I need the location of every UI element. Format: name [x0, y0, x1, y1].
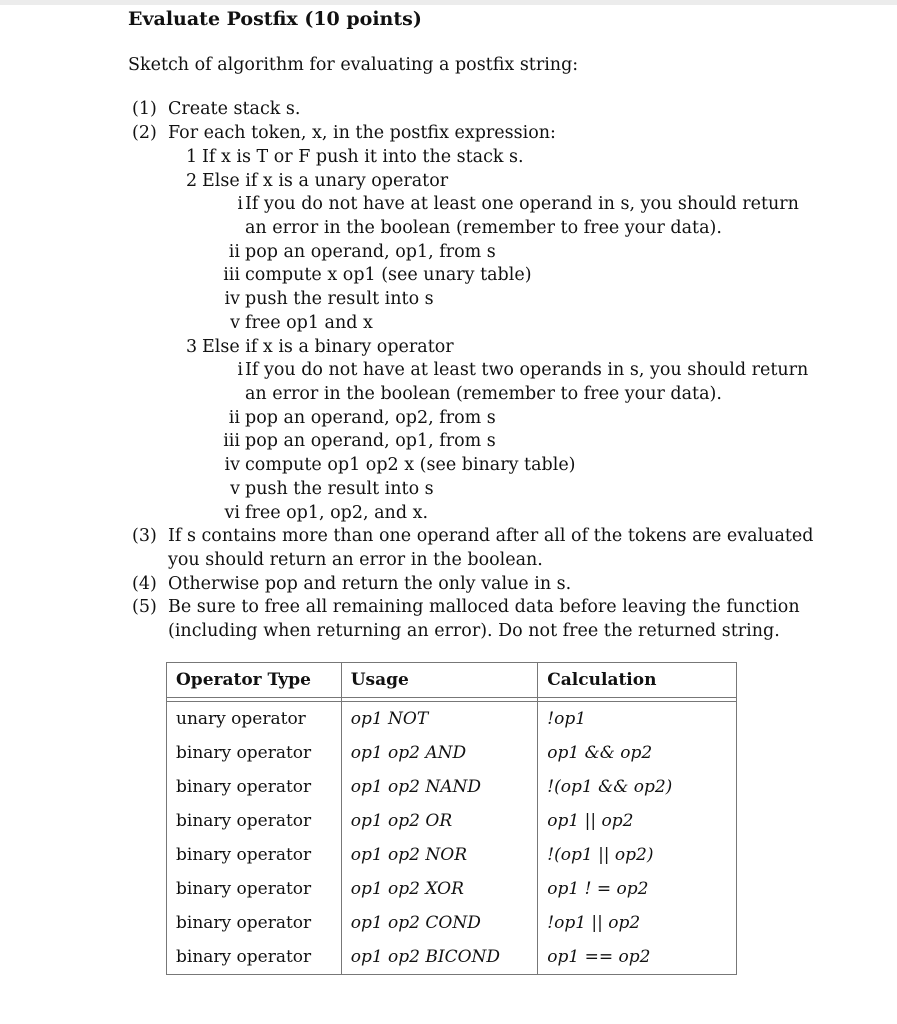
- cell-calculation: !op1 || op2: [538, 906, 737, 940]
- intro-text: Sketch of algorithm for evaluating a postfix string:: [128, 55, 579, 75]
- item-number: vi: [224, 503, 240, 523]
- item-number: v: [230, 313, 240, 333]
- item-text: If you do not have at least two operands in s, you should return: [245, 360, 809, 380]
- item-text: compute x op1 (see unary table): [245, 265, 532, 285]
- table-row: [167, 770, 737, 804]
- item-text: free op1 and x: [245, 313, 373, 333]
- cell-calculation: op1 && op2: [538, 736, 737, 770]
- item-number: v: [230, 479, 240, 499]
- header-operator-type: Operator Type: [167, 663, 342, 698]
- table-row: [167, 838, 737, 872]
- item-text: pop an operand, op2, from s: [245, 408, 496, 428]
- substep-text: Else if x is a unary operator: [202, 171, 449, 191]
- cell-usage: op1 op2 BICOND: [341, 940, 538, 975]
- cell-operator-type: binary operator: [167, 838, 342, 872]
- item-text: pop an operand, op1, from s: [245, 431, 496, 451]
- page-title: Evaluate Postfix (10 points): [128, 8, 422, 30]
- cell-calculation: op1 ! = op2: [538, 872, 737, 906]
- item-number: ii: [228, 242, 240, 262]
- cell-usage: op1 op2 COND: [341, 906, 538, 940]
- item-number: iii: [223, 265, 240, 285]
- item-text: push the result into s: [245, 289, 434, 309]
- substep-text: Else if x is a binary operator: [202, 337, 454, 357]
- cell-operator-type: unary operator: [167, 702, 342, 737]
- step-text: (including when returning an error). Do not free the returned string.: [168, 621, 780, 641]
- step-text: Be sure to free all remaining malloced data before leaving the function: [168, 597, 800, 617]
- cell-calculation: !(op1 || op2): [538, 838, 737, 872]
- cell-operator-type: binary operator: [167, 736, 342, 770]
- item-text: an error in the boolean (remember to free your data).: [245, 384, 722, 404]
- step-number: (4): [132, 574, 157, 594]
- cell-operator-type: binary operator: [167, 940, 342, 975]
- cell-usage: op1 op2 AND: [341, 736, 538, 770]
- item-number: iv: [224, 455, 240, 475]
- step-number: (5): [132, 597, 157, 617]
- item-number: iii: [223, 431, 240, 451]
- cell-usage: op1 NOT: [341, 702, 538, 737]
- cell-calculation: !op1: [538, 702, 737, 737]
- table-row: [167, 702, 737, 737]
- item-text: push the result into s: [245, 479, 434, 499]
- item-number: i: [237, 194, 243, 214]
- item-number: ii: [228, 408, 240, 428]
- item-number: iv: [224, 289, 240, 309]
- table-header-row: [167, 663, 737, 698]
- header-usage: Usage: [341, 663, 538, 698]
- item-text: an error in the boolean (remember to free your data).: [245, 218, 722, 238]
- operator-table: [166, 662, 737, 975]
- step-text: For each token, x, in the postfix expression:: [168, 123, 556, 143]
- step-text: you should return an error in the boolean.: [168, 550, 543, 570]
- item-text: pop an operand, op1, from s: [245, 242, 496, 262]
- cell-usage: op1 op2 NAND: [341, 770, 538, 804]
- cell-operator-type: binary operator: [167, 906, 342, 940]
- substep-number: 2: [186, 171, 198, 191]
- step-text: If s contains more than one operand after all of the tokens are evaluated: [168, 526, 814, 546]
- item-number: i: [237, 360, 243, 380]
- top-border: [0, 0, 897, 5]
- header-calculation: Calculation: [538, 663, 737, 698]
- table-row: [167, 804, 737, 838]
- cell-calculation: !(op1 && op2): [538, 770, 737, 804]
- table-row: [167, 906, 737, 940]
- cell-calculation: op1 == op2: [538, 940, 737, 975]
- cell-operator-type: binary operator: [167, 804, 342, 838]
- step-number: (3): [132, 526, 157, 546]
- cell-operator-type: binary operator: [167, 770, 342, 804]
- cell-usage: op1 op2 NOR: [341, 838, 538, 872]
- item-text: If you do not have at least one operand in s, you should return: [245, 194, 799, 214]
- cell-operator-type: binary operator: [167, 872, 342, 906]
- step-text: Create stack s.: [168, 99, 301, 119]
- step-number: (2): [132, 123, 157, 143]
- cell-usage: op1 op2 XOR: [341, 872, 538, 906]
- step-text: Otherwise pop and return the only value in s.: [168, 574, 572, 594]
- table-row: [167, 940, 737, 975]
- step-number: (1): [132, 99, 157, 119]
- item-text: compute op1 op2 x (see binary table): [245, 455, 576, 475]
- item-text: free op1, op2, and x.: [245, 503, 429, 523]
- cell-usage: op1 op2 OR: [341, 804, 538, 838]
- table-row: [167, 872, 737, 906]
- substep-text: If x is T or F push it into the stack s.: [202, 147, 524, 167]
- substep-number: 3: [186, 337, 198, 357]
- substep-number: 1: [186, 147, 198, 167]
- cell-calculation: op1 || op2: [538, 804, 737, 838]
- table-row: [167, 736, 737, 770]
